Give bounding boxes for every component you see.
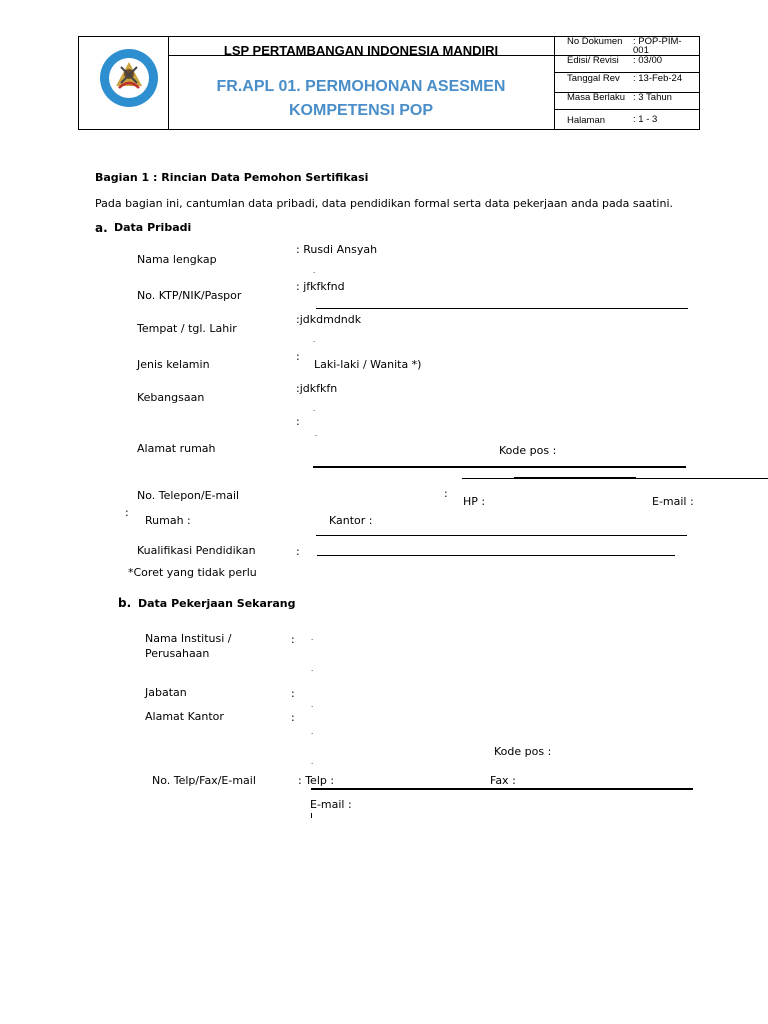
birth-value[interactable]: :jdkdmdndk: [296, 313, 362, 326]
work-telp-label[interactable]: : Telp :: [298, 774, 335, 787]
gender-colon: :: [296, 350, 300, 363]
work-postal-code-label: Kode pos :: [494, 745, 552, 758]
phone-label: No. Telepon/E-mail: [137, 489, 240, 502]
personal-heading-marker: a.: [95, 221, 108, 235]
meta-value-page: : 1 - 3: [633, 114, 658, 125]
work-fax-label[interactable]: Fax :: [490, 774, 516, 787]
birth-label: Tempat / tgl. Lahir: [137, 322, 237, 335]
form-title-line-1: FR.APL 01. PERMOHONAN ASESMEN: [216, 78, 506, 95]
office-address-colon: :: [291, 711, 295, 724]
office-phone-label[interactable]: Kantor :: [329, 514, 373, 527]
form-title-line-2: KOMPETENSI POP: [288, 102, 434, 119]
postal-code-label: Kode pos :: [499, 444, 557, 457]
work-heading: Data Pekerjaan Sekarang: [138, 597, 296, 610]
meta-label-doc-no: No Dokumen: [567, 36, 623, 47]
name-value[interactable]: : Rusdi Ansyah: [296, 243, 378, 256]
work-heading-marker: b.: [118, 596, 132, 610]
section-intro: Pada bagian ini, cantumlan data pribadi, data pendidikan formal serta data pekerjaan anda pada saatini.: [95, 197, 674, 210]
id-value[interactable]: : jfkfkfnd: [296, 280, 345, 293]
nationality-value[interactable]: :jdkfkfn: [296, 382, 338, 395]
organization-name: LSP PERTAMBANGAN INDONESIA MANDIRI: [223, 43, 499, 58]
institution-label-line-2: Perusahaan: [145, 647, 210, 660]
work-contact-label: No. Telp/Fax/E-mail: [152, 774, 256, 787]
meta-label-rev-date: Tanggal Rev: [567, 73, 620, 84]
phone-sub-colon: :: [125, 506, 129, 519]
position-colon: :: [291, 687, 295, 700]
document-header: [78, 36, 700, 130]
home-phone-label[interactable]: Rumah :: [145, 514, 191, 527]
education-label: Kualifikasi Pendidikan: [137, 544, 256, 557]
footnote: *Coret yang tidak perlu: [128, 566, 257, 579]
lsp-pim-logo-icon: [99, 48, 159, 108]
meta-label-page: Halaman: [567, 115, 606, 126]
institution-colon: :: [291, 633, 295, 646]
meta-value-validity: : 3 Tahun: [633, 92, 672, 103]
address-label: Alamat rumah: [137, 442, 216, 455]
work-contact-underline: [311, 788, 693, 790]
name-label: Nama lengkap: [137, 253, 217, 266]
postal-code-underline-bold: [514, 477, 636, 479]
id-underline: [316, 308, 688, 309]
text-cursor: [311, 813, 312, 818]
work-email-label[interactable]: E-mail :: [310, 798, 352, 811]
personal-heading: Data Pribadi: [114, 221, 192, 234]
nationality-label: Kebangsaan: [137, 391, 205, 404]
form-title: [169, 75, 553, 123]
address-underline: [313, 466, 686, 468]
address-colon: :: [296, 415, 300, 428]
education-colon: :: [296, 545, 300, 558]
meta-value-doc-no: : POP-PIM-001: [633, 36, 682, 56]
institution-label-line-1: Nama Institusi /: [145, 632, 232, 645]
email-label[interactable]: E-mail :: [652, 495, 694, 508]
meta-value-edition: : 03/00: [633, 55, 663, 66]
hp-label[interactable]: HP :: [463, 495, 486, 508]
meta-label-validity: Masa Berlaku: [567, 92, 626, 103]
gender-value[interactable]: Laki-laki / Wanita *): [314, 358, 422, 371]
section-heading: Bagian 1 : Rincian Data Pemohon Sertifikasi: [95, 171, 369, 184]
meta-label-edition: Edisi/ Revisi: [567, 55, 619, 66]
phone-colon: :: [444, 487, 448, 500]
header-divider: [554, 37, 555, 129]
phone-underline: [316, 535, 687, 536]
office-address-label: Alamat Kantor: [145, 710, 224, 723]
gender-label: Jenis kelamin: [137, 358, 210, 371]
id-label: No. KTP/NIK/Paspor: [137, 289, 242, 302]
position-label: Jabatan: [145, 686, 187, 699]
header-divider: [554, 109, 699, 110]
meta-value-rev-date: : 13-Feb-24: [633, 73, 683, 84]
education-underline: [317, 555, 675, 556]
